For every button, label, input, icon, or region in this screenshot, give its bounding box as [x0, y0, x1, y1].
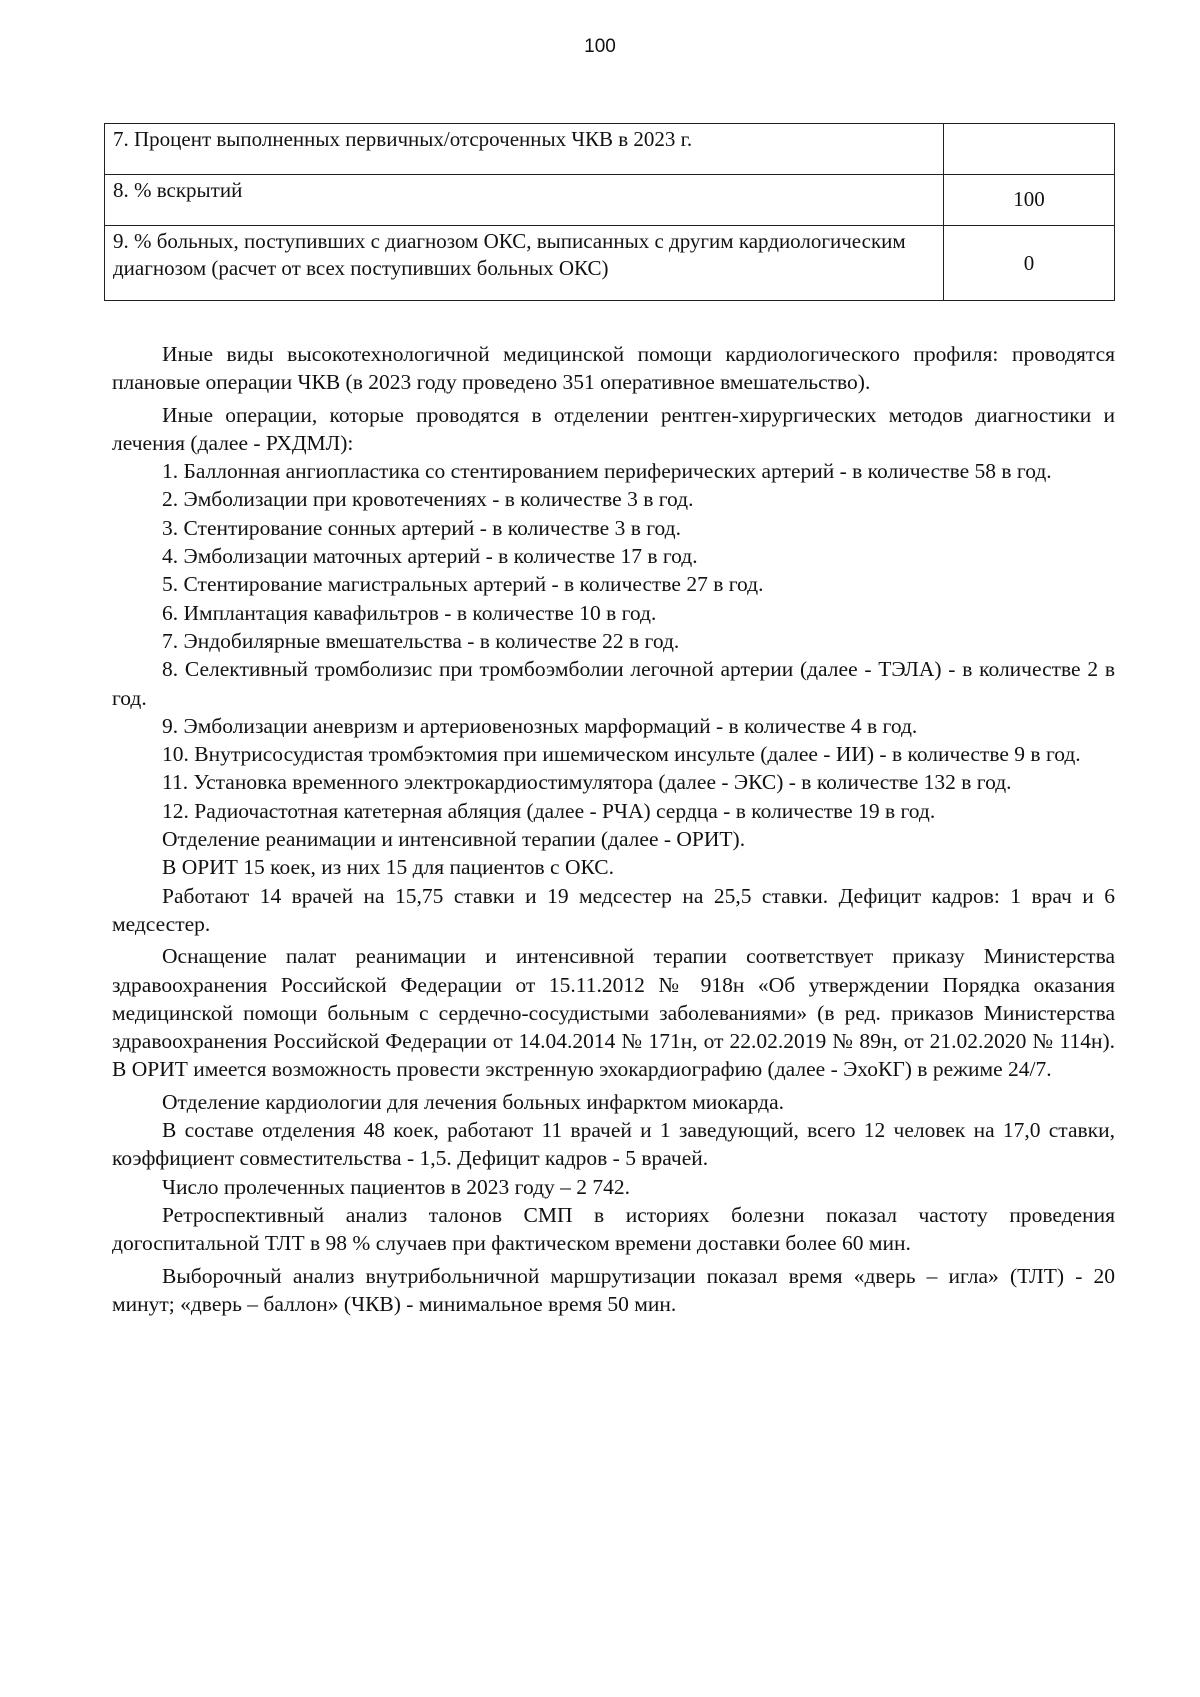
paragraph-routing-analysis: Выборочный анализ внутрибольничной маршрутизации показал время «дверь – игла» (ТЛТ) - 20 минут; «дверь – баллон» (ЧКВ) - минимальное время 50 мин.: [112, 1263, 1115, 1316]
list-item: 1. Баллонная ангиопластика со стентированием периферических артерий - в количестве 58 в год.: [162, 459, 1052, 484]
list-item: 9. Эмболизации аневризм и артериовенозных марформаций - в количестве 4 в год.: [162, 713, 918, 738]
table-cell-label: 9. % больных, поступивших с диагнозом ОКС, выписанных с другим кардиологическим диагнозом (расчет от всех поступивших больных ОКС): [105, 226, 944, 301]
metrics-table: [104, 123, 1115, 301]
table-cell-label: 8. % вскрытий: [105, 175, 944, 226]
paragraph-orit-staff: Работают 14 врачей на 15,75 ставки и 19 медсестер на 25,5 ставки. Дефицит кадров: 1 врач и 6 медсестер.: [112, 883, 1115, 936]
table-cell-value: 100: [944, 175, 1115, 226]
list-item: 7. Эндобилярные вмешательства - в количестве 22 в год.: [162, 628, 680, 653]
list-item: 5. Стентирование магистральных артерий - в количестве 27 в год.: [162, 572, 764, 597]
list-item: 3. Стентирование сонных артерий - в количестве 3 в год.: [162, 515, 681, 540]
table-row: [105, 124, 1115, 175]
paragraph-cardiology-staff: В составе отделения 48 коек, работают 11 врачей и 1 заведующий, всего 12 человек на 17,0 ставки, коэффициент совместительства - 1,5. Дефицит кадров - 5 врачей.: [112, 1118, 1115, 1171]
paragraph-rhdml-intro: Иные операции, которые проводятся в отделении рентген-хирургических методов диагностики и лечения (далее - РХДМЛ):: [112, 402, 1115, 455]
paragraph-orit-equipment: Оснащение палат реанимации и интенсивной терапии соответствует приказу Министерства здравоохранения Российской Федерации от 15.11.2012 № 918н «Об утверждении Порядка оказания медицинской помощи больным с сердечно-сосудистыми заболеваниями» (в ред. приказов Министерства здравоохранения Российской Федерации от 14.04.2014 № 171н, от 22.02.2019 № 89н, от 21.02.2020 № 114н). В ОРИТ имеется возможность провести экстренную эхокардиографию (далее - ЭхоКГ) в режиме 24/7.: [112, 944, 1115, 1082]
list-item: 4. Эмболизации маточных артерий - в количестве 17 в год.: [162, 544, 698, 569]
paragraph-hightech-care: Иные виды высокотехнологичной медицинской помощи кардиологического профиля: проводятся плановые операции ЧКВ (в 2023 году проведено 351 оперативное вмешательство).: [112, 342, 1115, 395]
list-item: 12. Радиочастотная катетерная абляция (далее - РЧА) сердца - в количестве 19 в год.: [162, 798, 936, 823]
list-item: 10. Внутрисосудистая тромбэктомия при ишемическом инсульте (далее - ИИ) - в количестве 9 в год.: [162, 742, 1081, 767]
table-cell-value: 0: [944, 226, 1115, 301]
list-item: 8. Селективный тромболизис при тромбоэмболии легочной артерии (далее - ТЭЛА) - в количестве 2 в год.: [112, 657, 1115, 710]
table-row: [105, 226, 1115, 301]
table-cell-label: 7. Процент выполненных первичных/отсроченных ЧКВ в 2023 г.: [105, 124, 944, 175]
paragraph-orit-heading: Отделение реанимации и интенсивной терапии (далее - ОРИТ).: [162, 827, 746, 852]
paragraph-orit-beds: В ОРИТ 15 коек, из них 15 для пациентов с ОКС.: [162, 855, 614, 880]
paragraph-cardiology-heading: Отделение кардиологии для лечения больных инфарктом миокарда.: [162, 1089, 785, 1114]
paragraph-treated-patients: Число пролеченных пациентов в 2023 году – 2 742.: [162, 1174, 631, 1199]
table-cell-value: [944, 124, 1115, 175]
page-number: 100: [584, 36, 616, 57]
paragraph-retrospective-analysis: Ретроспективный анализ талонов СМП в историях болезни показал частоту проведения догоспитальной ТЛТ в 98 % случаев при фактическом времени доставки более 60 мин.: [112, 1202, 1115, 1256]
list-item: 2. Эмболизации при кровотечениях - в количестве 3 в год.: [162, 487, 694, 512]
document-body: [112, 340, 1115, 1318]
table-row: [105, 175, 1115, 226]
list-item: 11. Установка временного электрокардиостимулятора (далее - ЭКС) - в количестве 132 в год.: [162, 770, 1012, 795]
list-item: 6. Имплантация кавафильтров - в количестве 10 в год.: [162, 600, 657, 625]
